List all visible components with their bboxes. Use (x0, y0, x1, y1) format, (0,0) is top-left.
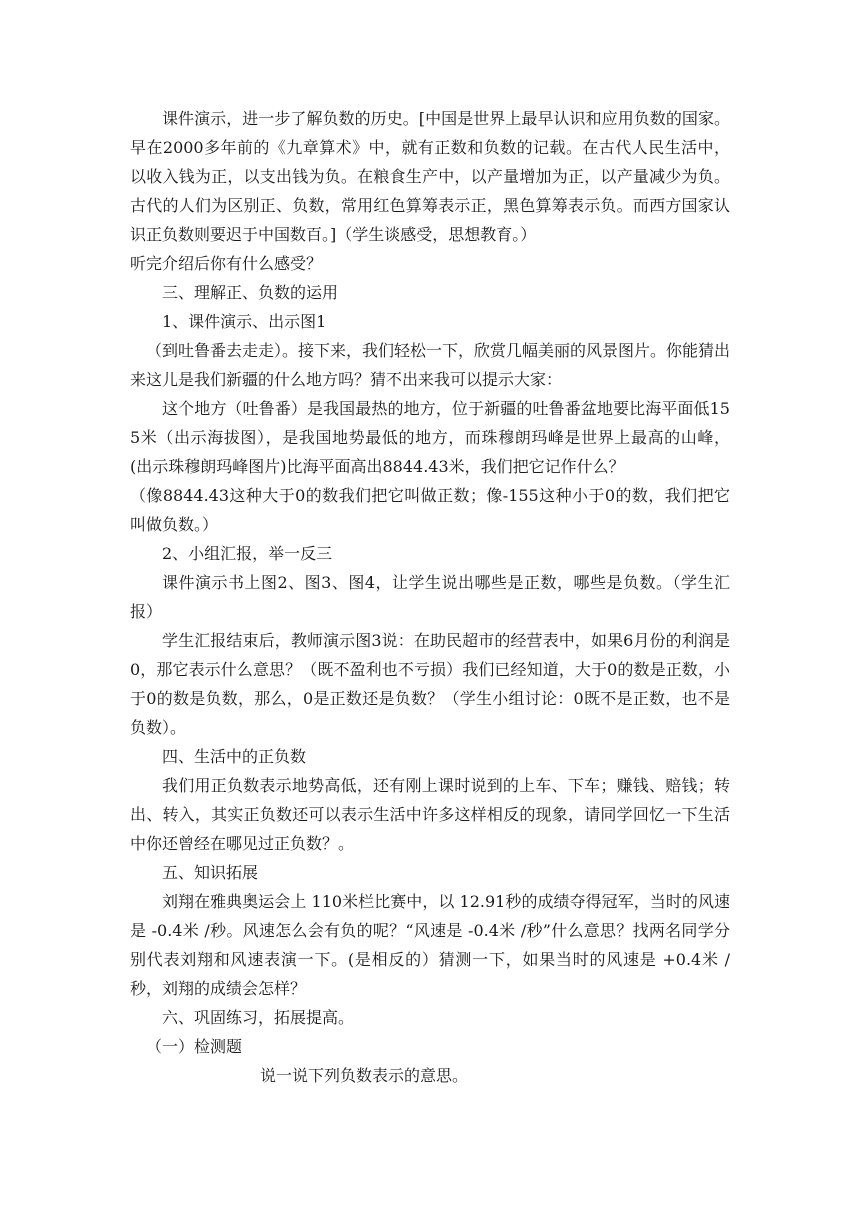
paragraph-liuxiang: 刘翔在雅典奥运会上 110米栏比赛中，以 12.91秒的成绩夺得冠军，当时的风速是 -0.4米 /秒。风速怎么会有负的呢？“风速是 -0.4米 /秒”什么意思？找两名同学分别代表刘翔和风速表演一下。(是相反的）猜测一下，如果当时的风速是 +0.4米 /秒，刘翔的成绩会怎样？ (130, 892, 730, 998)
paragraph-life: 我们用正负数表示地势高低，还有刚上课时说到的上车、下车；赚钱、赔钱；转出、转入，其实正负数还可以表示生活中许多这样相反的现象，请同学回忆一下生活中你还曾经在哪见过正负数？。 (130, 776, 730, 853)
section-heading-3: 三、理解正、负数的运用 (162, 283, 339, 302)
subheading-1: 1、课件演示、出示图1 (162, 312, 327, 331)
document-body (130, 104, 730, 1090)
paragraph-history: 课件演示，进一步了解负数的历史。[中国是世界上最早认识和应用负数的国家。早在2000多年前的《九章算术》中，就有正数和负数的记载。在古代人民生活中，以收入钱为正，以支出钱为负。在粮食生产中，以产量增加为正，以产量减少为负。古代的人们为区别正、负数，常用红色算筹表示正，黑色算筹表示负。而西方国家认识正负数则要迟于中国数百。]（学生谈感受，思想教育。） (130, 109, 730, 244)
section-heading-5: 五、知识拓展 (162, 863, 259, 882)
paragraph-figures: 课件演示书上图2、图3、图4，让学生说出哪些是正数，哪些是负数。（学生汇报） (130, 573, 730, 621)
paragraph-exercise: 说一说下列负数表示的意思。 (260, 1066, 469, 1085)
paragraph-turpan: 这个地方（吐鲁番）是我国最热的地方，位于新疆的吐鲁番盆地要比海平面低155米（出示海拔图），是我国地势最低的地方，而珠穆朗玛峰是世界上最高的山峰，(出示珠穆朗玛峰图片)比海平面高出8844.43米，我们把它记作什么？ (130, 399, 730, 476)
subheading-test: （一）检测题 (146, 1037, 243, 1056)
paragraph-question: 听完介绍后你有什么感受？ (130, 254, 323, 273)
paragraph-zero: 学生汇报结束后，教师演示图3说：在助民超市的经营表中，如果6月份的利润是0，那它表示什么意思？（既不盈利也不亏损）我们已经知道，大于0的数是正数，小于0的数是负数，那么，0是正数还是负数？（学生小组讨论：0既不是正数，也不是负数）。 (130, 631, 730, 737)
section-heading-6: 六、巩固练习，拓展提高。 (162, 1008, 355, 1027)
section-heading-4: 四、生活中的正负数 (162, 747, 307, 766)
paragraph-definition: （像8844.43这种大于0的数我们把它叫做正数；像-155这种小于0的数，我们把它叫做负数。） (130, 486, 730, 534)
subheading-2: 2、小组汇报，举一反三 (162, 544, 333, 563)
paragraph-turpan-intro: （到吐鲁番去走走）。接下来，我们轻松一下，欣赏几幅美丽的风景图片。你能猜出来这儿是我们新疆的什么地方吗？猜不出来我可以提示大家： (130, 341, 731, 389)
